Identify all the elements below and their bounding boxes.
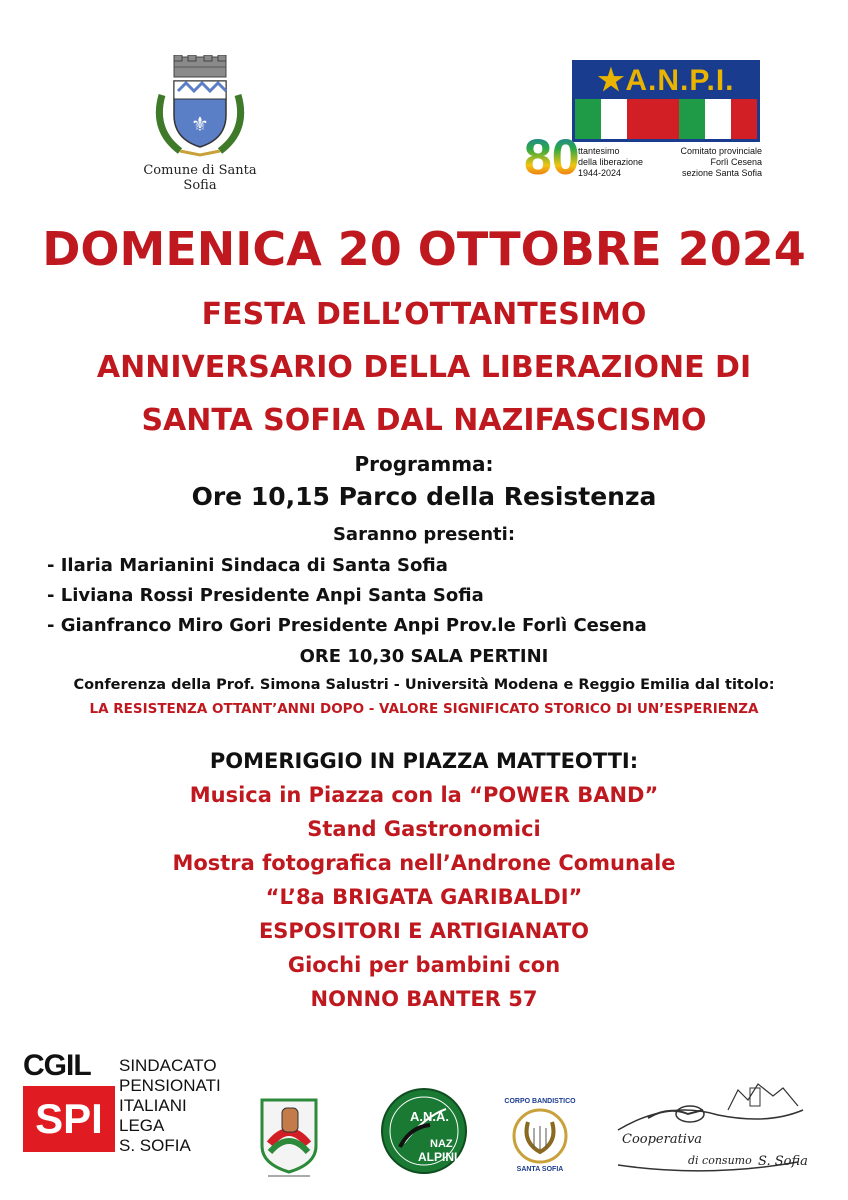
anpi-logo: [520, 58, 770, 188]
alpini-logo: [380, 1087, 468, 1175]
attendee-3: - Gianfranco Miro Gori Presidente Anpi Prov.le Forlì Cesena: [47, 615, 647, 636]
afternoon-item-1: Musica in Piazza con la “POWER BAND”: [189, 783, 659, 807]
svg-text:A.N.A.: A.N.A.: [410, 1109, 449, 1124]
afternoon-heading: POMERIGGIO IN PIAZZA MATTEOTTI:: [209, 749, 639, 773]
afternoon-item-5: ESPOSITORI E ARTIGIANATO: [258, 919, 590, 943]
comune-label: Comune di Santa Sofia: [143, 163, 257, 193]
svg-text:NAZ: NAZ: [430, 1138, 453, 1150]
conference-title: LA RESISTENZA OTTANT’ANNI DOPO - VALORE SIGNIFICATO STORICO DI UN’ESPERIENZA: [89, 701, 759, 717]
program-label: Programma:: [354, 452, 494, 476]
cooperativa-logo: [608, 1070, 808, 1180]
lyre-icon: [512, 1108, 568, 1164]
spi-word: SPI: [35, 1095, 103, 1142]
afternoon-item-6: Giochi per bambini con: [287, 953, 561, 977]
cgil-spi-logo: [15, 1042, 219, 1160]
cooperativa-line-1: Cooperativa: [622, 1132, 703, 1147]
afternoon-item-3: Mostra fotografica nell’Androne Comunale: [172, 851, 676, 875]
title-line-3: SANTA SOFIA DAL NAZIFASCISMO: [141, 403, 707, 438]
anpi-banner: [572, 60, 760, 142]
title-line-2: ANNIVERSARIO DELLA LIBERAZIONE DI: [96, 350, 752, 385]
comune-di-santa-sofia-logo: [130, 55, 270, 193]
cgil-line-4: LEGA: [119, 1116, 165, 1135]
eighty-logo-icon: [520, 124, 580, 184]
anniversary-text: ttantesimo della liberazione 1944-2024: [578, 146, 644, 178]
attendee-2: - Liviana Rossi Presidente Anpi Santa Sofia: [47, 585, 484, 606]
event-date-heading: DOMENICA 20 OTTOBRE 2024: [42, 222, 806, 276]
corpo-bandistico-top: CORPO BANDISTICO: [504, 1098, 576, 1105]
afternoon-item-4: “L’8a BRIGATA GARIBALDI”: [265, 885, 583, 909]
partisan-fist-logo: [258, 1094, 320, 1180]
cgil-line-1: SINDACATO: [119, 1056, 217, 1075]
eighty-number: 80: [524, 129, 580, 184]
cgil-line-2: PENSIONATI: [119, 1076, 221, 1095]
coat-of-arms-icon: [130, 55, 270, 160]
anpi-title: ★A.N.P.I.: [597, 64, 735, 97]
first-event: Ore 10,15 Parco della Resistenza: [191, 482, 657, 511]
svg-text:ALPINI: ALPINI: [418, 1150, 458, 1164]
afternoon-item-2: Stand Gastronomici: [307, 817, 541, 841]
svg-text:⚜: ⚜: [191, 112, 209, 136]
attendee-1: - Ilaria Marianini Sindaca di Santa Sofia: [47, 555, 448, 576]
corpo-bandistico-logo: [500, 1098, 580, 1178]
present-label: Saranno presenti:: [332, 524, 516, 545]
corpo-bandistico-bottom: SANTA SOFIA: [516, 1166, 564, 1173]
afternoon-item-7: NONNO BANTER 57: [310, 987, 538, 1011]
cgil-line-3: ITALIANI: [119, 1096, 187, 1115]
cooperativa-line-2: di consumo: [688, 1154, 752, 1167]
conference-description: Conferenza della Prof. Simona Salustri - Università Modena e Reggio Emilia dal titolo:: [73, 677, 775, 693]
second-event: ORE 10,30 SALA PERTINI: [299, 646, 549, 667]
committee-text: Comitato provinciale Forlì Cesena sezione Santa Sofia: [680, 146, 762, 178]
cgil-line-5: S. SOFIA: [119, 1136, 191, 1155]
cgil-word: CGIL: [23, 1049, 91, 1082]
cooperativa-line-3: S. Sofia: [758, 1154, 808, 1169]
spi-box: [23, 1086, 115, 1152]
title-line-1: FESTA DELL’OTTANTESIMO: [201, 297, 647, 332]
anpi-flag-stripes: [575, 99, 757, 139]
